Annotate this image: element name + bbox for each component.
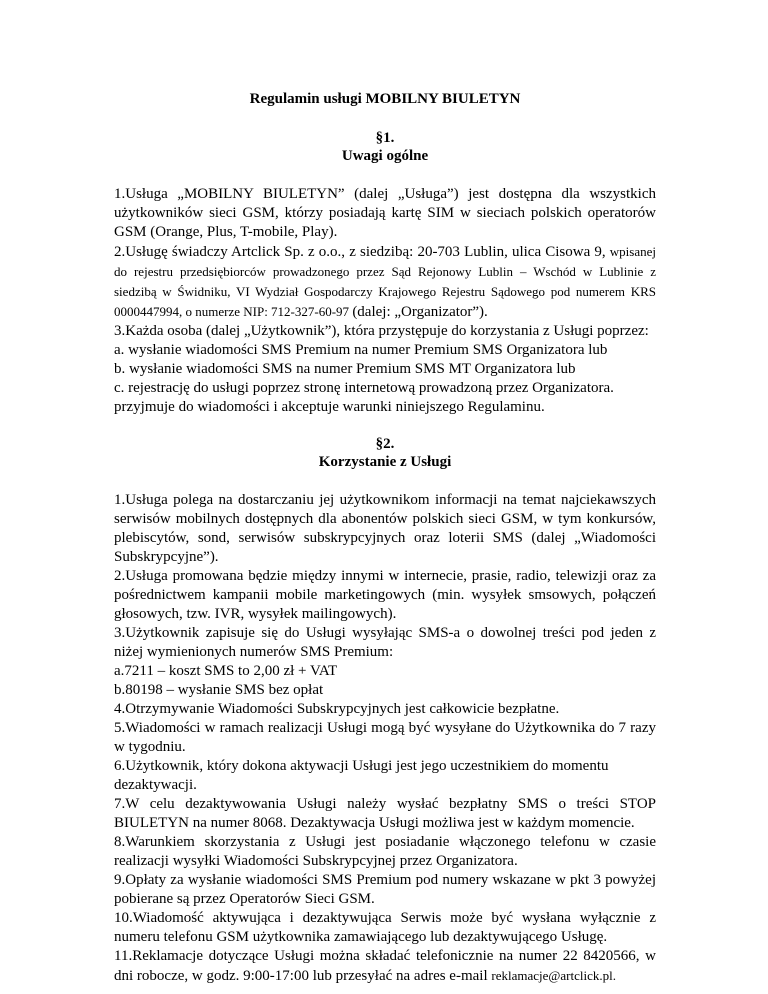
document-title: Regulamin usługi MOBILNY BIULETYN — [249, 91, 521, 107]
section-2-paragraph-6: 6.Użytkownik, który dokona aktywacji Usługi jest jego uczestnikiem do momentu dezaktywacji. — [114, 758, 609, 793]
section-2-paragraph-10: 10.Wiadomość aktywująca i dezaktywująca Serwis może być wysłana wyłącznie z numeru telefonu GSM użytkownika zamawiającego lub dezaktywującego Usługę. — [114, 910, 656, 945]
section-2-paragraph-4: 4.Otrzymywanie Wiadomości Subskrypcyjnych jest całkowicie bezpłatne. — [114, 701, 560, 717]
section-2-paragraph-5: 5.Wiadomości w ramach realizacji Usługi mogą być wysyłane do Użytkownika do 7 razy w tygodniu. — [114, 720, 656, 755]
section-1-paragraph-2-end: (dalej: „Organizator”). — [352, 304, 488, 320]
section-2-number: §2. — [375, 436, 395, 452]
section-2-item-b: b.80198 – wysłanie SMS bez opłat — [114, 682, 324, 698]
section-1-closing: przyjmuje do wiadomości i akceptuje warunki niniejszego Regulaminu. — [114, 399, 545, 415]
section-2-heading: Korzystanie z Usługi — [318, 454, 452, 470]
section-1-item-c: c. rejestrację do usługi poprzez stronę internetową prowadzoną przez Organizatora. — [114, 380, 614, 396]
section-1-paragraph-3: 3.Każda osoba (dalej „Użytkownik”), która przystępuje do korzystania z Usługi poprzez: — [114, 323, 649, 339]
section-2-paragraph-11 — [114, 947, 656, 986]
section-1-paragraph-2 — [114, 242, 656, 322]
section-2-paragraph-2: 2.Usługa promowana będzie między innymi w internecie, prasie, radio, telewizji oraz za pośrednictwem kampanii mobile marketingowych (min. wysyłek smsowych, połączeń głosowych, tzw. IVR, wysyłek mailingowych). — [114, 568, 656, 622]
document-page — [114, 90, 656, 986]
section-1-paragraph-2-small: wpisanej do rejestru przedsiębiorców prowadzonego przez Sąd Rejonowy Lublin – Wschód w Lublinie z siedzibą w Świdniku, VI Wydział Gospodarczy Krajowego Rejestru Sądowego pod numerem KRS 0000447994, o numerze NIP: 712-327-60-97 — [114, 244, 656, 319]
section-2-paragraph-8: 8.Warunkiem skorzystania z Usługi jest posiadanie włączonego telefonu w czasie realizacji wysyłki Wiadomości Subskrypcyjnej przez Organizatora. — [114, 834, 656, 869]
section-2-paragraph-3: 3.Użytkownik zapisuje się do Usługi wysyłając SMS-a o dowolnej treści pod jeden z niżej wymienionych numerów SMS Premium: — [114, 625, 656, 660]
section-2-item-a: a.7211 – koszt SMS to 2,00 zł + VAT — [114, 663, 338, 679]
section-1-number: §1. — [375, 130, 395, 146]
section-gap — [114, 417, 656, 435]
section-1-paragraph-1: 1.Usługa „MOBILNY BIULETYN” (dalej „Usługa”) jest dostępna dla wszystkich użytkowników sieci GSM, którzy posiadają kartę SIM w sieciach polskich operatorów GSM (Orange, Plus, T-mobile, Play). — [114, 186, 656, 240]
section-1-item-b: b. wysłanie wiadomości SMS na numer Premium SMS MT Organizatora lub — [114, 361, 576, 377]
section-1-item-a: a. wysłanie wiadomości SMS Premium na numer Premium SMS Organizatora lub — [114, 342, 608, 358]
complaints-email: reklamacje@artclick.pl. — [491, 968, 616, 983]
section-1-paragraph-2-main: 2.Usługę świadczy Artclick Sp. z o.o., z siedzibą: 20-703 Lublin, ulica Cisowa 9, — [114, 244, 610, 260]
section-1-heading: Uwagi ogólne — [341, 148, 429, 164]
section-2-paragraph-1: 1.Usługa polega na dostarczaniu jej użytkownikom informacji na temat najciekawszych serwisów mobilnych dostępnych dla abonentów polskich sieci GSM, w tym konkursów, plebiscytów, sond, serwisów subskrypcyjnych oraz loterii SMS (dalej „Wiadomości Subskrypcyjne”). — [114, 492, 656, 565]
section-2-paragraph-7: 7.W celu dezaktywowania Usługi należy wysłać bezpłatny SMS o treści STOP BIULETYN na numer 8068. Dezaktywacja Usługi możliwa jest w każdym momencie. — [114, 796, 656, 831]
section-2-paragraph-9: 9.Opłaty za wysłanie wiadomości SMS Premium pod numery wskazane w pkt 3 powyżej pobierane są przez Operatorów Sieci GSM. — [114, 872, 656, 907]
section-2-paragraph-11-main: 11.Reklamacje dotyczące Usługi można składać telefonicznie na numer 22 8420566, w dni robocze, w godz. 9:00-17:00 lub przesyłać na adres e-mail — [114, 948, 656, 984]
